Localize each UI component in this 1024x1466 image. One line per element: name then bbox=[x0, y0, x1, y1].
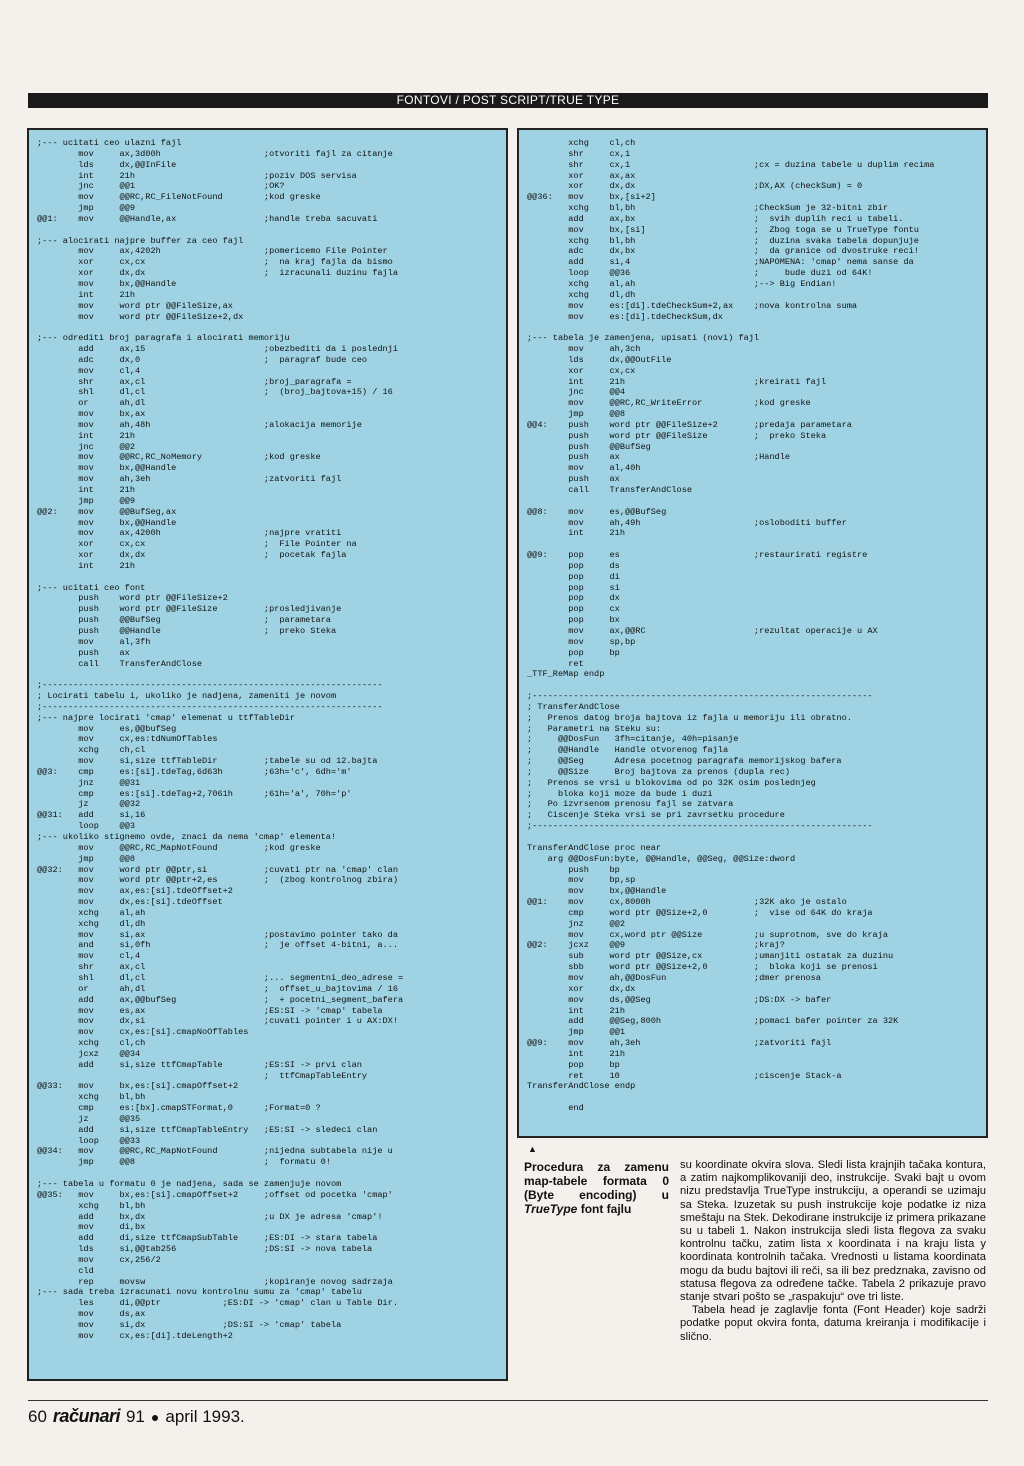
magazine-logo: računari bbox=[52, 1406, 120, 1426]
body-paragraph: su koordinate okvira slova. Sledi lista krajnjih tačaka kontura, a zatim najkomplikovaniji deo, instrukcije. Svaki bajt u ovom nizu predstavlja TrueType instrukciju, a operandi se uzimaju sa Steka. Izuzetak su push instrukcije koje podatke iz niza smeštaju na Stek. Dekodirane instrukcije iz primera prikazane su u tabeli 1. Nakon instrukcija sledi lista flegova za svaku kontrolnu tačku, zatim lista x koordinata i na kraju lista y koordinata kontrolnih tačaka. Vrednosti u listama koordinata mogu da budu bajtovi ili reči, sa ili bez predznaka, zavisno od statusa flegova za određene tačke. Tabela 2 prikazuje pravo stanje stvari pošto se „raspakuju“ ove tri liste. bbox=[680, 1159, 986, 1304]
article-footer-block bbox=[520, 1144, 988, 1384]
code-listing-right bbox=[517, 128, 988, 1138]
code-block-right: xchg cl,ch shr cx,1 shr cx,1 ;cx = duzina tabele u duplim recima xor ax,ax xor dx,dx ;DX,AX (checkSum) = 0 @@36: mov bx,[si+2] xchg bl,bh ;CheckSum je 32-bitni zbir add ax,bx ; svih duplih reci u tabeli. mov bx,[si] ; Zbog toga se u TrueType fontu xchg bl,bh ; duzina svaka tabela dopunjuje adc dx,bx ; da granice od dvostruke reci! add si,4 ;NAPOMENA: 'cmap' nema sanse da loop @@36 ; bude duzi od 64K! xchg al,ah ;--> Big Endian! xchg dl,dh mov es:[di].tdeCheckSum+2,ax ;nova kontrolna suma mov es:[di].tdeCheckSum,dx ;--- tabela je zamenjena, upisati (novi) fajl mov ah,3ch lds dx,@@OutFile xor cx,cx int 21h ;kreirati fajl jnc @@4 mov @@RC,RC_WriteError ;kod greske jmp @@8 @@4: push word ptr @@FileSize+2 ;predaja parametara push word ptr @@FileSize ; preko Steka push @@BufSeg push ax ;Handle mov al,40h push ax call TransferAndClose @@8: mov es,@@BufSeg mov ah,49h ;osloboditi buffer int 21h @@9: pop es ;restaurirati registre pop ds pop di pop si pop dx pop cx pop bx mov ax,@@RC ;rezultat operacije u AX mov sp,bp pop bp ret _TTF_ReMap endp ;------------------------------------------------------------------ ; TransferAndClose ; Prenos datog broja bajtova iz fajla u memoriju ili obratno. ; Parametri na Steku su: ; @@DosFun 3fh=citanje, 40h=pisanje ; @@Handle Handle otvorenog fajla ; @@Seg Adresa pocetnog paragrafa memorijskog bafera ; @@Size Broj bajtova za prenos (dupla rec) ; Prenos se vrsi u blokovima od po 32K osim poslednjeg ; bloka koji moze da bude i duzi ; Po izvrsenom prenosu fajl se zatvara ; Ciscenje Steka vrsi se pri zavrsetku procedure ;------------------------------------------------------------------ TransferAndClose proc near arg @@DosFun:byte, @@Handle, @@Seg, @@Size:dword push bp mov bp,sp mov bx,@@Handle @@1: mov cx,8000h ;32K ako je ostalo cmp word ptr @@Size+2,0 ; vise od 64K do kraja jnz @@2 mov cx,word ptr @@Size ;u suprotnom, sve do kraja @@2: jcxz @@9 ;kraj? sub word ptr @@Size,cx ;umanjiti ostatak za duzinu sbb word ptr @@Size+2,0 ; bloka koji se prenosi mov ah,@@DosFun ;dmer prenosa xor dx,dx mov ds,@@Seg ;DS:DX -> bafer int 21h add @@Seg,800h ;pomaci bafer pointer za 32K jmp @@1 @@9: mov ah,3eh ;zatvoriti fajl int 21h pop bp ret 10 ;ciscenje Stack-a TransferAndClose endp end bbox=[527, 138, 935, 1114]
code-block-left: ;--- ucitati ceo ulazni fajl mov ax,3d00h ;otvoriti fajl za citanje lds dx,@@InFile int 21h ;poziv DOS servisa jnc @@1 ;OK? mov @@RC,RC_FileNotFound ;kod greske jmp @@9 @@1: mov @@Handle,ax ;handle treba sacuvati ;--- alocirati najpre buffer za ceo fajl mov ax,4202h ;pomericemo File Pointer xor cx,cx ; na kraj fajla da bismo xor dx,dx ; izracunali duzinu fajla mov bx,@@Handle int 21h mov word ptr @@FileSize,ax mov word ptr @@FileSize+2,dx ;--- odrediti broj paragrafa i alocirati memoriju add ax,15 ;obezbediti da i poslednji adc dx,0 ; paragraf bude ceo mov cl,4 shr ax,cl ;broj_paragrafa = shl dl,cl ; (broj_bajtova+15) / 16 or ah,dl mov bx,ax mov ah,48h ;alokacija memorije int 21h jnc @@2 mov @@RC,RC_NoMemory ;kod greske mov bx,@@Handle mov ah,3eh ;zatvoriti fajl int 21h jmp @@9 @@2: mov @@BufSeg,ax mov bx,@@Handle mov ax,4200h ;najpre vratiti xor cx,cx ; File Pointer na xor dx,dx ; pocetak fajla int 21h ;--- ucitati ceo font push word ptr @@FileSize+2 push word ptr @@FileSize ;prosledjivanje push @@BufSeg ; parametara push @@Handle ; preko Steka mov al,3fh push ax call TransferAndClose ;------------------------------------------------------------------ ; Locirati tabelu i, ukoliko je nadjena, zameniti je novom ;------------------------------------------------------------------ ;--- najpre locirati 'cmap' elemenat u ttfTableDir mov es,@@bufSeg mov cx,es:tdNumOfTables xchg ch,cl mov si,size ttfTableDir ;tabele su od 12.bajta @@3: cmp es:[si].tdeTag,6d63h ;63h='c', 6dh='m' jnz @@31 cmp es:[si].tdeTag+2,7061h ;61h='a', 70h='p' jz @@32 @@31: add si,16 loop @@3 ;--- ukoliko stignemo ovde, znaci da nema 'cmap' elementa! mov @@RC,RC_MapNotFound ;kod greske jmp @@8 @@32: mov word ptr @@ptr,si ;cuvati ptr na 'cmap' clan mov word ptr @@ptr+2,es ; (zbog kontrolnog zbira) mov ax,es:[si].tdeOffset+2 mov dx,es:[si].tdeOffset xchg al,ah xchg dl,dh mov si,ax ;postavimo pointer tako da and si,0fh ; je offset 4-bitni, a... mov cl,4 shr ax,cl shl dl,cl ;... segmentni_deo_adrese = or ah,dl ; offset_u_bajtovima / 16 add ax,@@bufSeg ; + pocetni_segment_bafera mov es,ax ;ES:SI -> 'cmap' tabela mov dx,si ;cuvati pointer i u AX:DX! mov cx,es:[si].cmapNoOfTables xchg cl,ch jcxz @@34 add si,size ttfCmapTable ;ES:SI -> prvi clan ; ttfCmapTableEntry @@33: mov bx,es:[si].cmapOffset+2 xchg bl,bh cmp es:[bx].cmapSTFormat,0 ;Format=0 ? jz @@35 add si,size ttfCmapTableEntry ;ES:SI -> sledeci clan loop @@33 @@34: mov @@RC,RC_MapNotFound ;nijedna subtabela nije u jmp @@8 ; formatu 0! ;--- tabela u formatu 0 je nadjena, sada se zamenjuje novom @@35: mov bx,es:[si].cmapOffset+2 ;offset od pocetka 'cmap' xchg bl,bh add bx,dx ;u DX je adresa 'cmap'! mov di,bx add di,size ttfCmapSubTable ;ES:DI -> stara tabela lds si,@@tab256 ;DS:SI -> nova tabela mov cx,256/2 cld rep movsw ;kopiranje novog sadrzaja ;--- sada treba izracunati novu kontrolnu sumu za 'cmap' tabelu les di,@@ptr ;ES:DI -> 'cmap' clan u Table Dir. mov ds,ax mov si,dx ;DS:SI -> 'cmap' tabela mov cx,es:[di].tdeLength+2 bbox=[37, 138, 404, 1341]
arrow-marker-icon: ▲ bbox=[528, 1144, 537, 1154]
bullet-icon: ● bbox=[150, 1409, 160, 1425]
page-footer bbox=[28, 1406, 245, 1427]
page-number: 60 bbox=[28, 1407, 47, 1426]
article-body bbox=[680, 1159, 986, 1344]
code-listing-left bbox=[27, 128, 508, 1381]
listing-caption bbox=[524, 1160, 669, 1216]
body-paragraph: Tabela head je zaglavlje fonta (Font Header) koje sadrži podatke poput okvira fonta, datuma kreiranja i modifikacije i slično. bbox=[680, 1304, 986, 1343]
caption-italic: TrueType bbox=[524, 1202, 578, 1216]
section-header: FONTOVI / POST SCRIPT/TRUE TYPE bbox=[28, 93, 988, 108]
caption-text: Procedura za zamenu map-tabele formata 0 (Byte encoding) u bbox=[524, 1160, 669, 1202]
caption-text-end: font fajlu bbox=[577, 1202, 632, 1216]
issue-number: 91 bbox=[125, 1407, 145, 1426]
issue-date: april 1993. bbox=[165, 1407, 245, 1426]
footer-divider bbox=[28, 1400, 988, 1401]
